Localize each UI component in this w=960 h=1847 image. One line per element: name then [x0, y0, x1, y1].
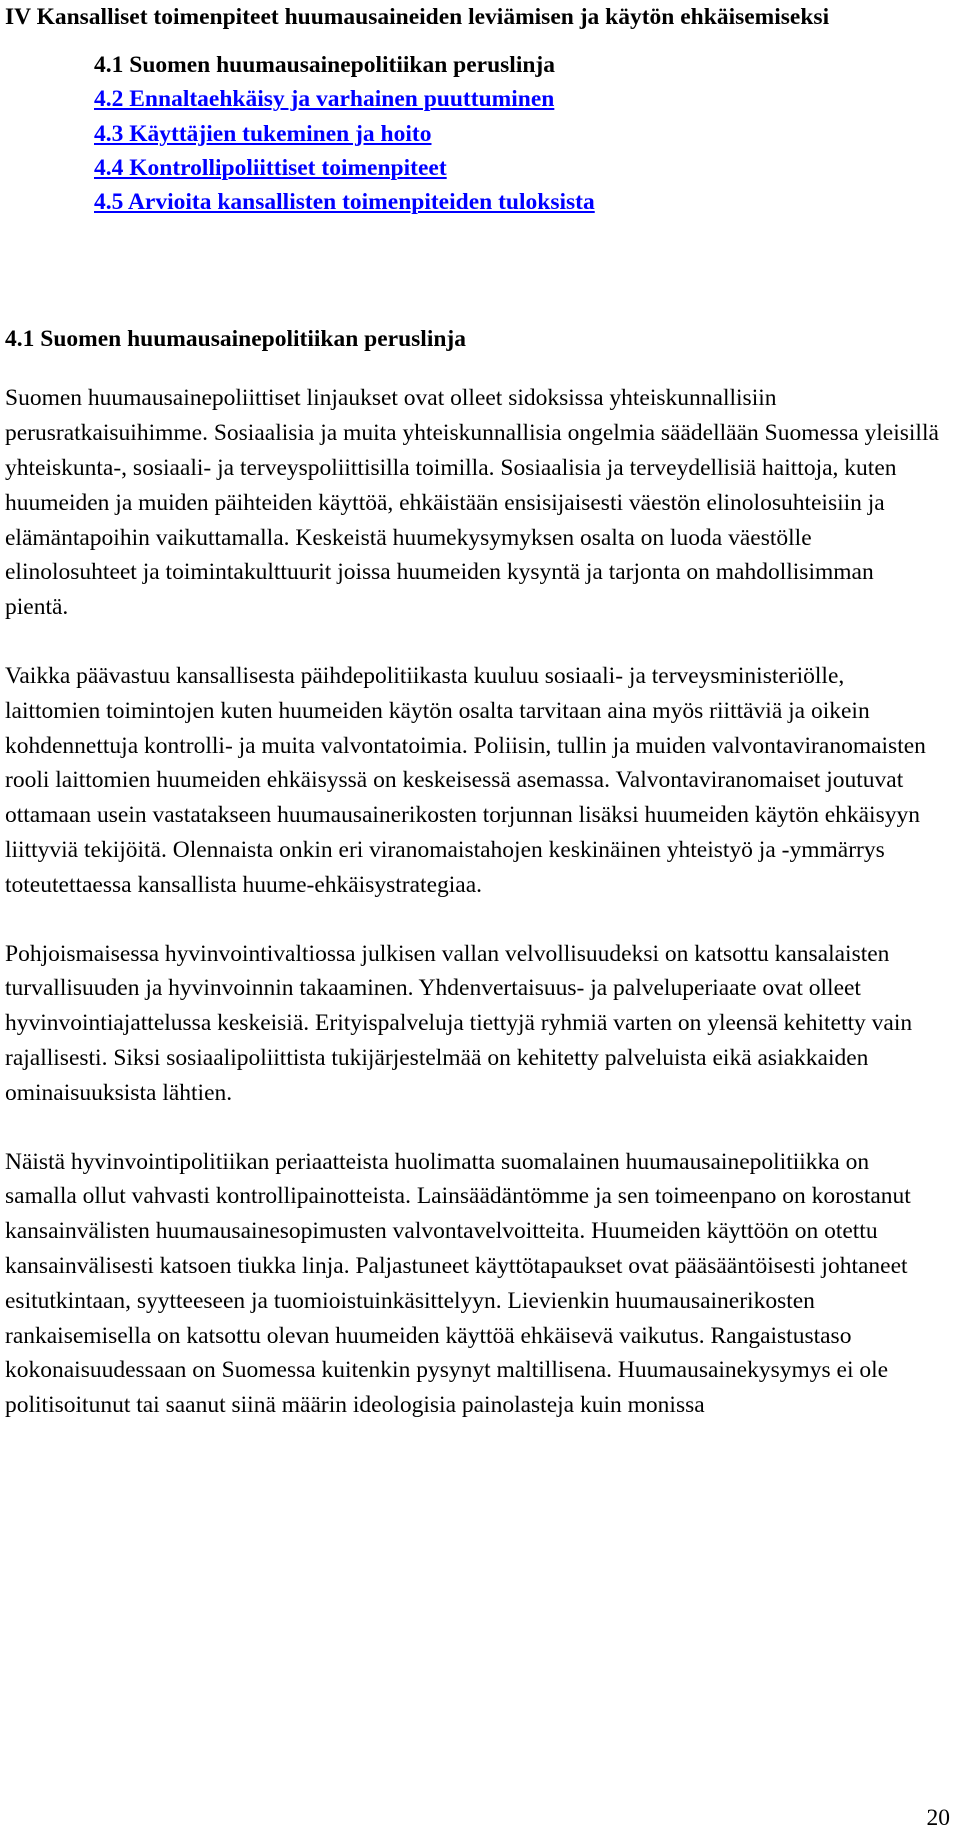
toc-current-label: 4.1 Suomen huumausainepolitiikan peruslinja: [94, 52, 555, 78]
toc-item[interactable]: [94, 82, 950, 116]
toc-link-arvioita[interactable]: 4.5 Arvioita kansallisten toimenpiteiden tuloksista: [94, 189, 595, 216]
toc-link-kontrollipoliittiset[interactable]: 4.4 Kontrollipoliittiset toimenpiteet: [94, 154, 447, 181]
body-paragraph: Näistä hyvinvointipolitiikan periaatteista huolimatta suomalainen huumausainepolitiikka on samalla ollut vahvasti kontrollipainotteista. Lainsäädäntömme ja sen toimeenpano on korostanut kansainvälisten huumausainesopimusten valvontavelvoitteita. Huumeiden käyttöön on otettu kansainvälisesti katsoen tiukka linja. Paljastuneet käyttötapaukset ovat pääsääntöisesti johtaneet esitutkintaan, syytteeseen ja tuomioistuinkäsittelyyn. Lievienkin huumausainerikosten rankaisemisella on katsottu olevan huumeiden käyttöä ehkäisevä vaikutus. Rangaistustaso kokonaisuudessaan on Suomessa kuitenkin pysynyt maltillisena. Huumausainekysymys ei ole politisoitunut tai saanut siinä määrin ideologisia painolasteja kuin monissa: [5, 1148, 911, 1419]
toc-link-kayttajien-tukeminen[interactable]: 4.3 Käyttäjien tukeminen ja hoito: [94, 120, 432, 147]
body-paragraph: Vaikka päävastuu kansallisesta päihdepolitiikasta kuuluu sosiaali- ja terveysministeriölle, laittomien toimintojen kuten huumeiden käytön osalta tarvitaan aina myös riittäviä ja oikein kohdennettuja kontrolli- ja muita valvontatoimia. Poliisin, tullin ja muiden valvontaviranomaisten rooli laittomien huumeiden ehkäisyssä on keskeisessä asemassa. Valvontaviranomaiset joutuvat ottamaan usein vastatakseen huumausainerikosten torjunnan lisäksi huumeiden käytön ehkäisyyn liittyviä tekijöitä. Olennaista onkin eri viranomaistahojen keskinäinen yhteistyö ja -ymmärrys toteutettaessa kansallista huume-ehkäisystrategiaa.: [5, 663, 926, 898]
toc-item[interactable]: [94, 117, 950, 151]
toc-link-ennaltaehkaisy[interactable]: 4.2 Ennaltaehkäisy ja varhainen puuttuminen: [94, 86, 555, 113]
body-paragraph: Pohjoismaisessa hyvinvointivaltiossa julkisen vallan velvollisuudeksi on katsottu kansalaisten turvallisuuden ja hyvinvoinnin takaaminen. Yhdenvertaisuus- ja palveluperiaate ovat olleet hyvinvointiajattelussa keskeisiä. Erityispalveluja tiettyjä ryhmiä varten on yleensä kehitetty vain rajallisesti. Siksi sosiaalipoliittista tukijärjestelmää on kehitetty palveluista eikä asiakkaiden ominaisuuksista lähtien.: [5, 940, 913, 1106]
section-toc: [5, 48, 950, 219]
toc-item-current: [94, 48, 950, 82]
section-heading: 4.1 Suomen huumausainepolitiikan peruslinja: [5, 326, 466, 353]
chapter-title: IV Kansalliset toimenpiteet huumausaineiden leviämisen ja käytön ehkäisemiseksi: [5, 4, 830, 30]
toc-item[interactable]: [94, 151, 950, 185]
toc-item[interactable]: [94, 185, 950, 219]
document-page: [5, 0, 950, 1847]
body-paragraph: Suomen huumausainepoliittiset linjaukset ovat olleet sidoksissa yhteiskunnallisiin perusratkaisuihimme. Sosiaalisia ja muita yhteiskunnallisia ongelmia säädellään Suomessa yleisillä yhteiskunta-, sosiaali- ja terveyspoliittisilla toimilla. Sosiaalisia ja terveydellisiä haittoja, kuten huumeiden ja muiden päihteiden käyttöä, ehkäistään ensisijaisesti väestön elinolosuhteisiin ja elämäntapoihin vaikuttamalla. Keskeistä huumekysymyksen osalta on luoda väestölle elinolosuhteet ja toimintakulttuurit joissa huumeiden kysyntä ja tarjonta on mahdollisimman pientä.: [5, 385, 939, 621]
page-number: 20: [926, 1805, 950, 1831]
